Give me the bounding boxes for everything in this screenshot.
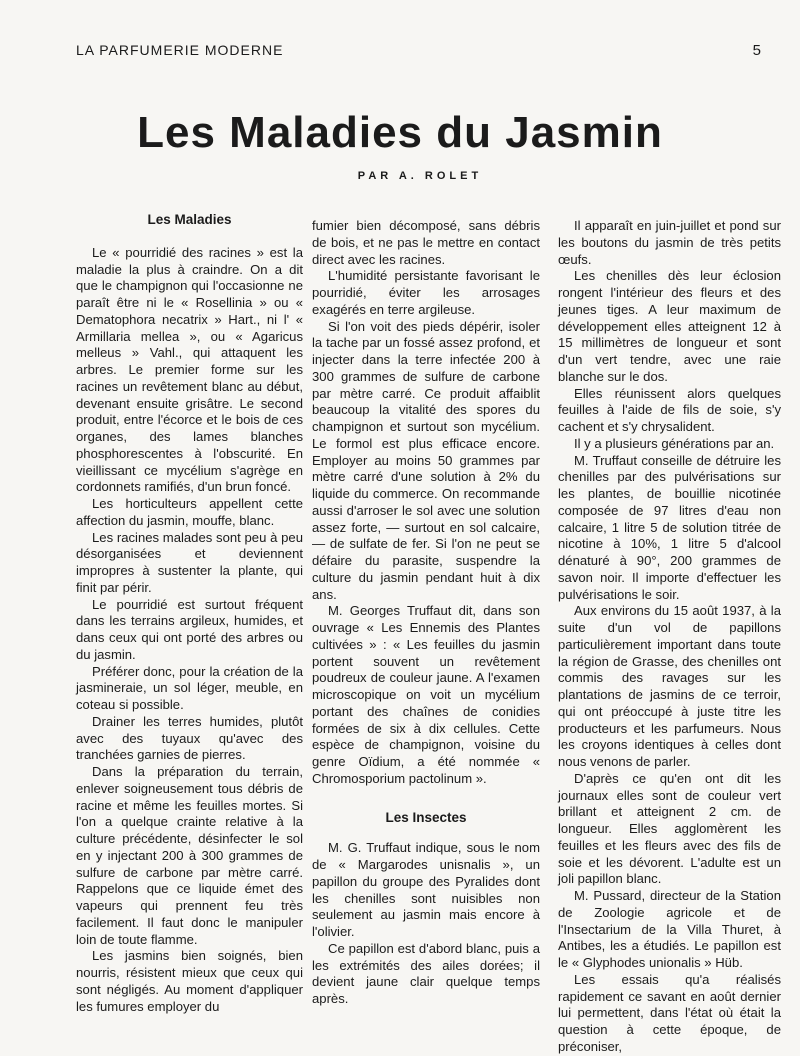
paragraph: Aux environs du 15 août 1937, à la suite d'un vol de papillons particulièrement important dans toute la région de Grasse, des chenilles ont commis des ravages sur les plantations de jasmins de ce terroir, qui ont préoccupé à juste titre les producteurs et les parfumeurs. Nous les croyons identiques à celles dont nous venons de parler.: [558, 603, 781, 769]
paragraph: Le pourridié est surtout fréquent dans les terrains argileux, humides, et dans ceux qui ont porté des arbres ou du jasmin.: [76, 596, 303, 662]
column-2: [312, 218, 540, 1006]
section-heading-maladies: Les Maladies: [147, 212, 232, 227]
paragraph: Préférer donc, pour la création de la jasmineraie, un sol léger, meuble, en coteau si possible.: [76, 663, 303, 712]
paragraph: M. Pussard, directeur de la Station de Zoologie agricole et de l'Insectarium de la Villa Thuret, à Antibes, les a étudiés. Le papillon est le « Glyphodes unionalis » Hüb.: [558, 888, 781, 970]
journal-name: LA PARFUMERIE MODERNE: [76, 42, 284, 58]
running-header: [76, 42, 762, 59]
column-1: [76, 212, 303, 1014]
paragraph: Les racines malades sont peu à peu désorganisées et deviennent impropres à sustenter la plante, qui finit par périr.: [76, 529, 303, 595]
paragraph: Les essais qu'a réalisés rapidement ce savant en août dernier lui permettent, dans l'état où était la question à cette époque, de préconiser,: [558, 971, 781, 1054]
paragraph: Si l'on voit des pieds dépérir, isoler la tache par un fossé assez profond, et injecter dans la terre infectée 200 à 300 grammes de sulfure de carbone par mètre carré. Ce produit affaiblit beaucoup la vitalité des spores du champignon et surtout son mycélium. Le formol est plus efficace encore. Employer au moins 50 grammes par mètre carré d'une solution à 2% du liquide du commerce. On recommande aussi d'arroser le sol avec une solution assez forte, — surtout en sol calcaire, — de sulfate de fer. Si l'on ne peut se défaire du parasite, suspendre la culture du jasmin pendant huit à dix ans.: [312, 318, 540, 602]
paragraph: M. G. Truffaut indique, sous le nom de « Margarodes unisnalis », un papillon du groupe des Pyralides dont les chenilles sont nuisibles non seulement au jasmin mais encore à l'olivier.: [312, 840, 540, 939]
paragraph: Ce papillon est d'abord blanc, puis a les extrémités des ailes dorées; il devient jaune clair quelque temps après.: [312, 940, 540, 1006]
paragraph: M. Georges Truffaut dit, dans son ouvrage « Les Ennemis des Plantes cultivées » : « Les feuilles du jasmin portent souvent un revêtement poudreux de couleur jaune. A l'examen microscopique on voit un mycélium portant des chaînes de conidies formées de six à dix cellules. Cette espèce de champignon, voisine du genre Oïdium, a été nommée « Chromosporium pactolinum ».: [312, 603, 540, 786]
page-number: 5: [752, 42, 762, 59]
paragraph: L'humidité persistante favorisant le pourridié, éviter les arrosages exagérés en terre argileuse.: [312, 268, 540, 317]
paragraph: Les jasmins bien soignés, bien nourris, résistent mieux que ceux qui sont négligés. Au moment d'appliquer les fumures employer du: [76, 948, 303, 1014]
paragraph: M. Truffaut conseille de détruire les chenilles par des pulvérisations sur les plantes, de bouillie nicotinée composée de 97 litres d'eau non calcaire, 1 litre 5 de solution titrée de nicotine à 10%, 1 litre 5 d'alcool dénaturé à 90°, 200 grammes de savon noir. Il importe d'effectuer les pulvérisations le soir.: [558, 452, 781, 602]
paragraph: Le « pourridié des racines » est la maladie la plus à craindre. On a dit que le champignon qui l'occasionne ne paraît être ni le « Rosellinia » ou « Dematophora necatrix » Hart., ni l' « Armillaria mellea », ou « Agaricus melleus » Vahl., qui attaquent les arbres. Le premier forme sur les racines un revêtement blanc au début, devenant ensuite grisâtre. Le second produit, entre l'écorce et le bois de ces organes, des lames blanches phosphorescentes à l'obscurité. En vieillissant ce mycélium s'agrège en cordonnets ramifiés, d'un brun foncé.: [76, 244, 303, 495]
article-title: Les Maladies du Jasmin: [137, 108, 663, 157]
paragraph: Dans la préparation du terrain, enlever soigneusement tous débris de racine et même les feuilles mortes. Si l'on a quelque crainte relative à la culture précédente, désinfecter le sol en y injectant 200 à 300 grammes de sulfure de carbone par mètre carré. Rappelons que ce liquide émet des vapeurs qui prennent feu très facilement. Il faut donc le manipuler loin de toute flamme.: [76, 764, 303, 947]
paragraph: Les horticulteurs appellent cette affection du jasmin, mouffe, blanc.: [76, 496, 303, 528]
paragraph: D'après ce qu'en ont dit les journaux elles sont de couleur vert brillant et atteignent 2 cm. de longueur. Elles agglomèrent les feuilles et les fleurs avec des fils de soie et les dévorent. L'adulte est un joli papillon blanc.: [558, 770, 781, 887]
paragraph: Il y a plusieurs générations par an.: [574, 435, 775, 451]
article-byline: PAR A. ROLET: [357, 170, 483, 182]
paragraph: Les chenilles dès leur éclosion rongent l'intérieur des fleurs et des jeunes tiges. A leur maximum de développement elles atteignent 12 à 15 millimètres de longueur et sont d'un vert tendre, avec une raie blanche sur le dos.: [558, 268, 781, 384]
column-3: [558, 218, 781, 1054]
paragraph: Drainer les terres humides, plutôt avec des tuyaux qu'avec des tranchées garnies de pierres.: [76, 713, 303, 763]
paragraph: Il apparaît en juin-juillet et pond sur les boutons du jasmin de très petits œufs.: [558, 218, 781, 267]
paragraph: Elles réunissent alors quelques feuilles à l'aide de fils de soie, s'y cachent et s'y chrysalident.: [558, 385, 781, 434]
section-heading-insectes: Les Insectes: [385, 809, 467, 825]
paragraph: fumier bien décomposé, sans débris de bois, et ne pas le mettre en contact direct avec les racines.: [312, 218, 540, 267]
